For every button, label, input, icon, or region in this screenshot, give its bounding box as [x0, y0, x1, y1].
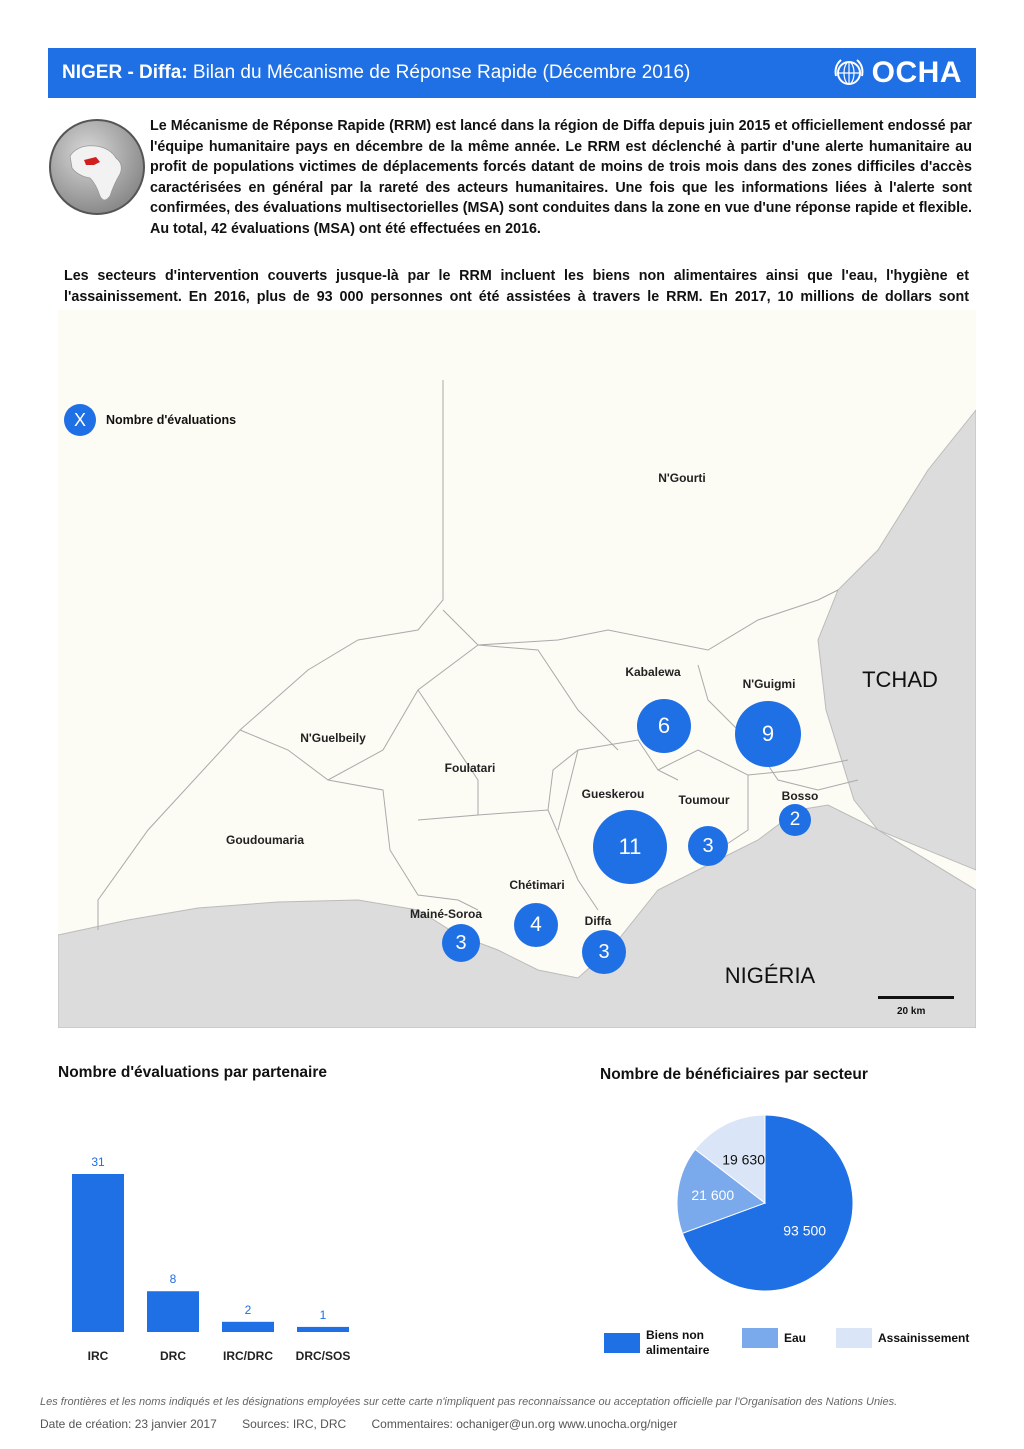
- bar-category-label: DRC: [160, 1349, 186, 1363]
- map-legend: [64, 404, 236, 436]
- legend-bubble: X: [64, 404, 96, 436]
- label-toumour: Toumour: [678, 793, 730, 807]
- label-bosso: Bosso: [781, 789, 819, 803]
- legend-label: Nombre d'évaluations: [106, 413, 237, 427]
- scale-label: 20 km: [897, 1006, 926, 1017]
- bubble-gueskerou: 11: [593, 810, 667, 884]
- bubble-chetimari: 4: [514, 903, 558, 947]
- label-ngourti: N'Gourti: [658, 471, 706, 485]
- bar-category-label: DRC/SOS: [295, 1349, 351, 1363]
- label-chetimari: Chétimari: [509, 878, 565, 892]
- label-foulatari: Foulatari: [444, 761, 496, 775]
- legend-swatch-biens: [604, 1333, 640, 1353]
- bubble-bosso: 2: [779, 804, 811, 836]
- footer: [40, 1417, 699, 1431]
- label-goudoumaria: Goudoumaria: [225, 833, 305, 847]
- bar-value-label: 8: [169, 1272, 177, 1287]
- bar-chart-title: Nombre d'évaluations par partenaire: [58, 1064, 327, 1081]
- label-nguelbeily: N'Guelbeily: [300, 731, 366, 745]
- bar-value-label: 2: [244, 1302, 252, 1317]
- bar-category-label: IRC: [87, 1349, 109, 1363]
- pie-value-label: 93 500: [783, 1222, 827, 1239]
- creation-date: Date de création: 23 janvier 2017: [40, 1417, 217, 1431]
- label-maine-soroa: Mainé-Soroa: [409, 907, 483, 921]
- comments-contact: Commentaires: ochaniger@un.org www.unocha.org/niger: [371, 1417, 678, 1431]
- intro-paragraph: Le Mécanisme de Réponse Rapide (RRM) est lancé dans la région de Diffa depuis juin 2015 et officiellement endossé par l'équipe humanitaire pays en décembre de la même année. Le RRM est déclenché à partir d'une alerte humanitaire au profit de populations victimes de déplacements forcés datant de moins de trois mois dans des zones difficiles d'accès caractérisées en général par la rareté des acteurs humanitaires. Une fois que les informations liées à l'alerte sont confirmées, des évaluations multisectorielles (MSA) sont conduites dans la zone en vue d'une réponse rapide et flexible. Au total, 42 évaluations (MSA) ont été effectuées en 2016.: [150, 118, 972, 237]
- pie-value-label: 19 630: [722, 1151, 766, 1168]
- label-diffa: Diffa: [584, 914, 612, 928]
- label-tchad: TCHAD: [862, 667, 938, 692]
- legend-swatch-eau: [742, 1328, 778, 1348]
- disclaimer: Les frontières et les noms indiqués et les désignations employées sur cette carte n'impliquent pas reconnaissance ou acceptation officielle par l'Organisation des Nations Unies.: [40, 1396, 898, 1408]
- legend-label-assainissement: Assainissement: [878, 1331, 970, 1345]
- bubble-nguigmi: 9: [735, 701, 801, 767]
- bar-chart: [58, 1100, 398, 1370]
- title-bold: NIGER - Diffa:: [62, 62, 188, 83]
- bar-irc: [72, 1174, 124, 1332]
- ocha-logo: [832, 56, 962, 90]
- pie-chart: [670, 1108, 860, 1298]
- bubble-kabalewa: 6: [637, 699, 691, 753]
- page-title: [62, 62, 690, 84]
- bar-drc-sos: [297, 1327, 349, 1332]
- label-gueskerou: Gueskerou: [581, 787, 645, 801]
- header-banner: [48, 48, 976, 98]
- pie-chart-title: Nombre de bénéficiaires par secteur: [600, 1066, 868, 1083]
- bar-category-label: IRC/DRC: [223, 1349, 273, 1363]
- label-nguigmi: N'Guigmi: [742, 677, 796, 691]
- bubble-toumour: 3: [688, 826, 728, 866]
- ocha-logo-text: OCHA: [871, 56, 962, 89]
- label-nigeria: NIGÉRIA: [724, 963, 816, 988]
- pie-legend-item-assainissement: [836, 1328, 969, 1348]
- pie-legend-item-eau: [742, 1328, 806, 1348]
- bar-value-label: 31: [91, 1155, 105, 1169]
- legend-label-eau: Eau: [784, 1331, 807, 1345]
- scale-bar: [878, 996, 954, 999]
- pie-legend-item-biens: [604, 1328, 726, 1358]
- bar-irc-drc: [222, 1322, 274, 1332]
- bubble-diffa: 3: [582, 930, 626, 974]
- title-rest: Bilan du Mécanisme de Réponse Rapide (Décembre 2016): [192, 62, 691, 83]
- un-emblem-icon: [832, 56, 866, 90]
- label-kabalewa: Kabalewa: [625, 665, 681, 679]
- bubble-maine-soroa: 3: [442, 924, 480, 962]
- pie-value-label: 21 600: [691, 1187, 735, 1204]
- bar-drc: [147, 1291, 199, 1332]
- sources: Sources: IRC, DRC: [242, 1417, 347, 1431]
- globe-icon: [48, 118, 146, 216]
- bar-value-label: 1: [319, 1307, 327, 1322]
- intro-paragraph-2: Les secteurs d'intervention couverts jusque-là par le RRM incluent les biens non alimentaires ainsi que l'eau, l'hygiène et l'assainissement. En 2016, plus de 93 000 personnes ont été assistées à travers le RRM. En 2017, 10 millions de dollars sont: [64, 268, 969, 305]
- legend-label-biens: Biens non alimentaire: [646, 1328, 710, 1357]
- legend-swatch-assainissement: [836, 1328, 872, 1348]
